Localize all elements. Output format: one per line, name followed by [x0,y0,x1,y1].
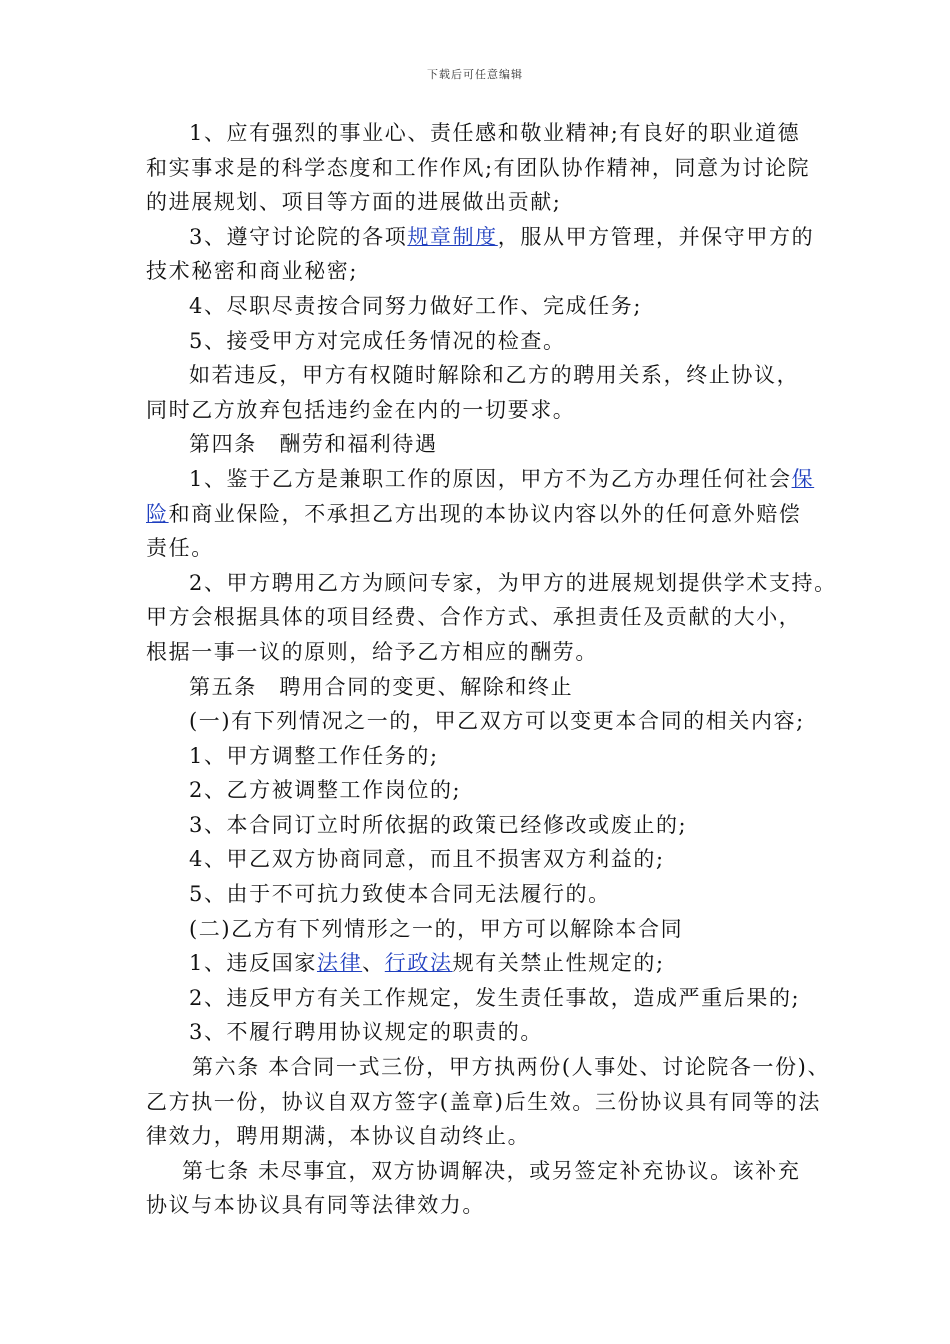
insurance-link-part1[interactable]: 保 [791,466,815,491]
paragraph-line [146,946,816,981]
paragraph-line: 的进展规划、项目等方面的进展做出贡献; [146,190,562,215]
paragraph-line: 5、由于不可抗力致使本合同无法履行的。 [189,882,611,907]
paragraph-line: 律效力，聘用期满，本协议自动终止。 [146,1124,531,1149]
paragraph-line [146,462,816,497]
paragraph-line: 3、不履行聘用协议规定的职责的。 [189,1020,543,1045]
paragraph-line: (一)有下列情况之一的，甲乙双方可以变更本合同的相关内容; [189,709,805,734]
paragraph-line: 1、应有强烈的事业心、责任感和敬业精神;有良好的职业道德 [189,121,801,145]
paragraph-line: 乙方执一份，协议自双方签字(盖章)后生效。三份协议具有同等的法 [146,1089,821,1114]
text-span: 规有关禁止性规定的; [452,951,665,976]
paragraph-line: 技术秘密和商业秘密; [146,259,359,284]
administrative-law-link[interactable]: 行政法 [384,951,453,976]
paragraph-line: 同时乙方放弃包括违约金在内的一切要求。 [146,397,576,422]
text-span: 和商业保险，不承担乙方出现的本协议内容以外的任何意外赔偿 [168,501,802,526]
paragraph-line: 4、甲乙双方协商同意，而且不损害双方利益的; [189,847,665,872]
page-header: 下载后可任意编辑 [427,68,523,81]
insurance-link-part2[interactable]: 险 [146,501,169,526]
article-heading: 第五条 聘用合同的变更、解除和终止 [189,674,574,699]
article-heading: 第六条 本合同一式三份，甲方执两份(人事处、讨论院各一份)、 [192,1055,831,1080]
paragraph-line: 责任。 [146,536,214,561]
paragraph-line: 5、接受甲方对完成任务情况的检查。 [189,328,566,353]
article-heading: 第四条 酬劳和福利待遇 [189,432,438,457]
document-body [146,116,837,1223]
paragraph-line: 1、甲方调整工作任务的; [189,743,439,768]
paragraph-line: 根据一事一议的原则，给予乙方相应的酬劳。 [146,639,598,664]
paragraph-line: 3、本合同订立时所依据的政策已经修改或废止的; [189,812,688,837]
paragraph-line: 2、违反甲方有关工作规定，发生责任事故，造成严重后果的; [189,985,801,1010]
text-span: 1、鉴于乙方是兼职工作的原因，甲方不为乙方办理任何社会 [189,466,792,491]
paragraph-line: 和实事求是的科学态度和工作作风;有团队协作精神，同意为讨论院 [146,155,811,180]
paragraph-line: 甲方会根据具体的项目经费、合作方式、承担责任及贡献的大小， [146,605,802,630]
paragraph-line [146,220,816,255]
paragraph-line: 2、乙方被调整工作岗位的; [189,778,462,803]
rules-link[interactable]: 规章制度 [407,224,498,249]
text-span: 、 [362,951,385,976]
paragraph-line: 2、甲方聘用乙方为顾问专家，为甲方的进展规划提供学术支持。 [189,570,837,595]
paragraph-line [146,497,816,532]
text-span: 3、遵守讨论院的各项 [189,224,408,249]
article-heading: 第七条 未尽事宜，双方协调解决，或另签定补充协议。该补充 [182,1158,801,1183]
paragraph-line: 4、尽职尽责按合同努力做好工作、完成任务; [189,293,643,318]
paragraph-line: (二)乙方有下列情形之一的，甲方可以解除本合同 [189,916,684,941]
law-link[interactable]: 法律 [316,951,363,976]
paragraph-line: 如若违反，甲方有权随时解除和乙方的聘用关系，终止协议， [189,363,800,388]
text-span: ，服从甲方管理，并保守甲方的 [497,224,815,249]
text-span: 1、违反国家 [189,951,317,976]
paragraph-line: 协议与本协议具有同等法律效力。 [146,1193,485,1218]
